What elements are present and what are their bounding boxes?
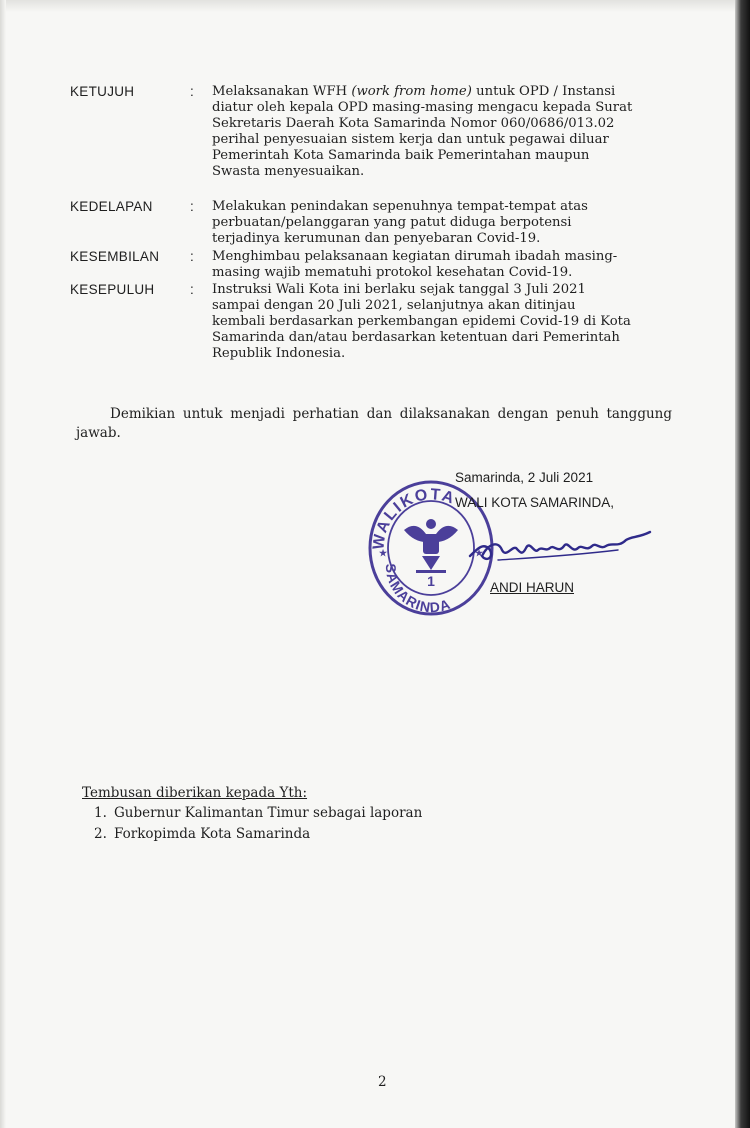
clause-line: Melaksanakan WFH (work from home) untuk OPD / Instansi	[212, 84, 616, 99]
page-number: 2	[378, 1074, 387, 1090]
clause-body	[212, 249, 672, 281]
clause-line: Samarinda dan/atau berdasarkan ketentuan dari Pemerintah	[212, 330, 620, 345]
clause-line: Menghimbau pelaksanaan kegiatan dirumah ibadah masing-	[212, 249, 618, 264]
svg-text:WALIKOTA	[370, 486, 457, 550]
clause-line: diatur oleh kepala OPD masing-masing mengacu kepada Surat	[212, 100, 633, 115]
clause-line: sampai dengan 20 Juli 2021, selanjutnya akan ditinjau	[212, 298, 576, 313]
list-item-text: Gubernur Kalimantan Timur sebagai laporan	[114, 805, 423, 821]
clause-line: Melakukan penindakan sepenuhnya tempat-tempat atas	[212, 199, 588, 214]
copies-list	[94, 803, 422, 845]
closing-paragraph: Demikian untuk menjadi perhatian dan dilaksanakan dengan penuh tanggung jawab.	[76, 406, 672, 441]
clause-body	[212, 282, 672, 362]
garuda-emblem-icon	[404, 519, 458, 573]
clause-colon: :	[190, 249, 194, 264]
clause-line: Swasta menyesuaikan.	[212, 164, 365, 179]
list-item	[94, 803, 422, 824]
page-edge-shadow	[735, 0, 750, 1128]
clause-line: kembali berdasarkan perkembangan epidemi Covid-19 di Kota	[212, 314, 631, 329]
list-item-number: 2.	[94, 826, 107, 842]
clause-colon: :	[190, 84, 194, 99]
clause-line: terjadinya kerumunan dan penyebaran Covid-19.	[212, 231, 541, 246]
stamp-star-right: ★	[475, 548, 484, 558]
copies-heading: Tembusan diberikan kepada Yth:	[82, 785, 308, 801]
stamp-bottom-text: SAMARINDA	[382, 563, 453, 616]
signature-title: WALI KOTA SAMARINDA,	[455, 495, 615, 510]
list-item	[94, 824, 422, 845]
list-item-text: Forkopimda Kota Samarinda	[114, 826, 311, 842]
stamp-number: 1	[427, 573, 435, 589]
clause-label: KETUJUH	[70, 84, 135, 99]
list-item-number: 1.	[94, 805, 107, 821]
handwritten-signature	[468, 528, 653, 568]
clause-line: Instruksi Wali Kota ini berlaku sejak tanggal 3 Juli 2021	[212, 282, 586, 297]
clause-line: perbuatan/pelanggaran yang patut diduga berpotensi	[212, 215, 572, 230]
left-edge	[0, 0, 6, 1128]
top-edge	[0, 0, 738, 12]
clause-line: Pemerintah Kota Samarinda baik Pemerintahan maupun	[212, 148, 590, 163]
stamp-top-text: WALIKOTA	[370, 486, 458, 551]
signature-place-date: Samarinda, 2 Juli 2021	[455, 470, 594, 485]
clause-line: Republik Indonesia.	[212, 346, 346, 361]
clause-colon: :	[190, 199, 194, 214]
signatory-name: ANDI HARUN	[490, 580, 575, 595]
clause-colon: :	[190, 282, 194, 297]
clause-line: perihal penyesuaian sistem kerja dan untuk pegawai diluar	[212, 132, 609, 147]
clause-body	[212, 84, 672, 180]
clause-body	[212, 199, 672, 247]
clause-line: masing wajib mematuhi protokol kesehatan Covid-19.	[212, 265, 573, 280]
clause-label: KESEMBILAN	[70, 249, 160, 264]
clause-label: KESEPULUH	[70, 282, 155, 297]
clause-label: KEDELAPAN	[70, 199, 153, 214]
stamp-star-left: ★	[379, 548, 388, 558]
clause-line: Sekretaris Daerah Kota Samarinda Nomor 060/0686/013.02	[212, 116, 615, 131]
